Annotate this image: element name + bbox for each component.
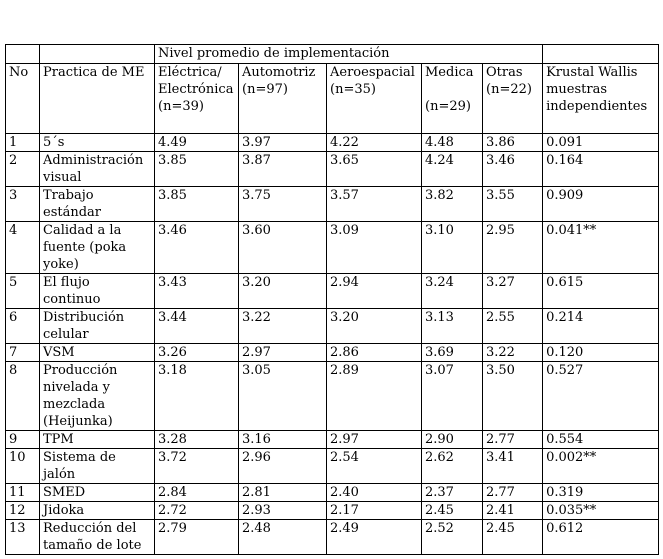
table-row <box>6 309 659 344</box>
table-cell-medica: 3.69 <box>422 344 483 362</box>
table-cell-kruskal: 0.612 <box>543 520 659 555</box>
table-cell-otras: 2.41 <box>483 502 543 520</box>
table-row <box>6 274 659 309</box>
table-cell-automotriz: 3.05 <box>239 362 327 431</box>
table-cell-practice: Trabajo estándar <box>40 187 155 222</box>
table-cell-aeroespacial: 2.86 <box>327 344 422 362</box>
table-cell-no: 2 <box>6 152 40 187</box>
table-cell-aeroespacial: 2.54 <box>327 449 422 484</box>
table-cell-medica: 3.13 <box>422 309 483 344</box>
table-cell-electrica: 3.26 <box>155 344 239 362</box>
table-cell-automotriz: 3.75 <box>239 187 327 222</box>
table-cell-otras: 2.77 <box>483 431 543 449</box>
table-cell-aeroespacial: 2.97 <box>327 431 422 449</box>
table-cell-electrica: 3.28 <box>155 431 239 449</box>
table-cell-electrica: 2.79 <box>155 520 239 555</box>
table-cell-no: 4 <box>6 222 40 274</box>
table-cell-no: 6 <box>6 309 40 344</box>
table-cell-practice: SMED <box>40 484 155 502</box>
header-col-no: No <box>6 64 40 134</box>
table-cell-electrica: 3.46 <box>155 222 239 274</box>
table-cell-no: 12 <box>6 502 40 520</box>
table-cell-medica: 3.07 <box>422 362 483 431</box>
table-cell-practice: Sistema de jalón <box>40 449 155 484</box>
super-header: Nivel promedio de implementación <box>155 45 543 64</box>
table-cell-electrica: 3.18 <box>155 362 239 431</box>
table-cell-no: 9 <box>6 431 40 449</box>
table-cell-otras: 3.86 <box>483 134 543 152</box>
table-cell-aeroespacial: 3.09 <box>327 222 422 274</box>
table-cell-medica: 2.62 <box>422 449 483 484</box>
header-col-medica: Medica (n=29) <box>422 64 483 134</box>
table-cell-otras: 2.55 <box>483 309 543 344</box>
table-cell-aeroespacial: 2.94 <box>327 274 422 309</box>
empty-cell <box>6 45 40 64</box>
table-row <box>6 520 659 555</box>
table-cell-electrica: 2.72 <box>155 502 239 520</box>
implementation-table <box>5 44 659 555</box>
table-cell-practice: Reducción del tamaño de lote <box>40 520 155 555</box>
header-col-aeroespacial: Aeroespacial (n=35) <box>327 64 422 134</box>
table-row <box>6 222 659 274</box>
table-cell-automotriz: 2.48 <box>239 520 327 555</box>
table-cell-automotriz: 2.93 <box>239 502 327 520</box>
table-cell-medica: 4.24 <box>422 152 483 187</box>
table-cell-electrica: 2.84 <box>155 484 239 502</box>
table-cell-aeroespacial: 2.17 <box>327 502 422 520</box>
table-cell-otras: 3.50 <box>483 362 543 431</box>
table-cell-practice: Jidoka <box>40 502 155 520</box>
table-row <box>6 152 659 187</box>
table-cell-practice: TPM <box>40 431 155 449</box>
table-cell-automotriz: 2.81 <box>239 484 327 502</box>
table-cell-electrica: 3.44 <box>155 309 239 344</box>
table-row <box>6 502 659 520</box>
table-cell-no: 3 <box>6 187 40 222</box>
table-cell-kruskal: 0.554 <box>543 431 659 449</box>
table-cell-aeroespacial: 2.89 <box>327 362 422 431</box>
table-cell-practice: El flujo continuo <box>40 274 155 309</box>
table-row <box>6 134 659 152</box>
table-cell-practice: Administración visual <box>40 152 155 187</box>
table-cell-kruskal: 0.527 <box>543 362 659 431</box>
table-cell-medica: 2.37 <box>422 484 483 502</box>
table-cell-medica: 2.90 <box>422 431 483 449</box>
table-cell-otras: 3.55 <box>483 187 543 222</box>
table-cell-kruskal: 0.319 <box>543 484 659 502</box>
table-cell-practice: Producción nivelada y mezclada (Heijunka) <box>40 362 155 431</box>
table-cell-otras: 3.27 <box>483 274 543 309</box>
table-cell-automotriz: 3.60 <box>239 222 327 274</box>
table-cell-aeroespacial: 3.65 <box>327 152 422 187</box>
table-cell-otras: 3.46 <box>483 152 543 187</box>
table-cell-kruskal: 0.909 <box>543 187 659 222</box>
table-cell-no: 1 <box>6 134 40 152</box>
table-cell-kruskal: 0.214 <box>543 309 659 344</box>
table-cell-no: 13 <box>6 520 40 555</box>
table-cell-medica: 3.10 <box>422 222 483 274</box>
table-cell-practice: 5´s <box>40 134 155 152</box>
table-cell-practice: Distribución celular <box>40 309 155 344</box>
table-cell-kruskal: 0.035** <box>543 502 659 520</box>
table-cell-electrica: 3.72 <box>155 449 239 484</box>
table-cell-medica: 4.48 <box>422 134 483 152</box>
table-cell-otras: 3.41 <box>483 449 543 484</box>
table-cell-electrica: 3.85 <box>155 152 239 187</box>
table-cell-electrica: 3.85 <box>155 187 239 222</box>
table-cell-automotriz: 3.20 <box>239 274 327 309</box>
table-cell-electrica: 4.49 <box>155 134 239 152</box>
table-cell-kruskal: 0.091 <box>543 134 659 152</box>
table-cell-kruskal: 0.041** <box>543 222 659 274</box>
table-cell-aeroespacial: 2.40 <box>327 484 422 502</box>
table-cell-kruskal: 0.120 <box>543 344 659 362</box>
table-row <box>6 484 659 502</box>
table-cell-otras: 3.22 <box>483 344 543 362</box>
table-cell-practice: VSM <box>40 344 155 362</box>
table-cell-medica: 3.82 <box>422 187 483 222</box>
table-cell-medica: 2.45 <box>422 502 483 520</box>
header-row <box>6 64 659 134</box>
table-cell-automotriz: 3.87 <box>239 152 327 187</box>
table-cell-kruskal: 0.615 <box>543 274 659 309</box>
table-row <box>6 187 659 222</box>
table-cell-medica: 2.52 <box>422 520 483 555</box>
table-cell-automotriz: 3.16 <box>239 431 327 449</box>
table-row <box>6 344 659 362</box>
table-cell-no: 8 <box>6 362 40 431</box>
header-col-kruskal: Krustal Wallis muestras independientes <box>543 64 659 134</box>
table-cell-aeroespacial: 4.22 <box>327 134 422 152</box>
table-cell-kruskal: 0.164 <box>543 152 659 187</box>
table-row <box>6 362 659 431</box>
header-col-otras: Otras (n=22) <box>483 64 543 134</box>
table-cell-aeroespacial: 3.20 <box>327 309 422 344</box>
table-cell-automotriz: 2.97 <box>239 344 327 362</box>
header-col-automotriz: Automotriz (n=97) <box>239 64 327 134</box>
table-cell-otras: 2.77 <box>483 484 543 502</box>
table-cell-kruskal: 0.002** <box>543 449 659 484</box>
super-header-row <box>6 45 659 64</box>
table-cell-no: 11 <box>6 484 40 502</box>
empty-cell <box>543 45 659 64</box>
empty-cell <box>40 45 155 64</box>
table-row <box>6 431 659 449</box>
table-cell-automotriz: 2.96 <box>239 449 327 484</box>
table-cell-otras: 2.95 <box>483 222 543 274</box>
table-cell-aeroespacial: 3.57 <box>327 187 422 222</box>
table-cell-otras: 2.45 <box>483 520 543 555</box>
table-cell-aeroespacial: 2.49 <box>327 520 422 555</box>
table-cell-no: 5 <box>6 274 40 309</box>
table-cell-electrica: 3.43 <box>155 274 239 309</box>
table-cell-automotriz: 3.22 <box>239 309 327 344</box>
header-col-electrica: Eléctrica/ Electrónica (n=39) <box>155 64 239 134</box>
table-cell-no: 10 <box>6 449 40 484</box>
table-cell-medica: 3.24 <box>422 274 483 309</box>
table-cell-practice: Calidad a la fuente (poka yoke) <box>40 222 155 274</box>
header-col-practice: Practica de ME <box>40 64 155 134</box>
table-cell-no: 7 <box>6 344 40 362</box>
table-cell-automotriz: 3.97 <box>239 134 327 152</box>
table-row <box>6 449 659 484</box>
